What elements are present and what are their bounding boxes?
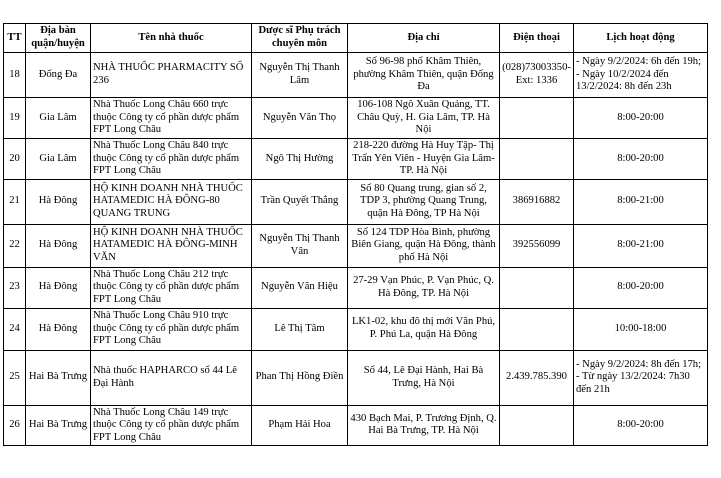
cell-district: Hà Đông [26,224,91,267]
cell-schedule: 8:00-20:00 [574,267,708,308]
header-pharmacist: Dược sĩ Phụ trách chuyên môn [252,24,348,53]
cell-address: Số 80 Quang trung, gian số 2, TDP 3, phường Quang Trung, quận Hà Đông, TP Hà Nội [348,179,500,224]
cell-schedule: 8:00-21:00 [574,179,708,224]
cell-pharmacist: Ngô Thị Hường [252,139,348,180]
header-phone: Điện thoại [500,24,574,53]
cell-name: Nhà Thuốc Long Châu 910 trực thuộc Công ty cổ phần dược phẩm FPT Long Châu [91,308,252,350]
cell-district: Hà Đông [26,308,91,350]
cell-pharmacist: Lê Thị Tâm [252,308,348,350]
cell-name: HỘ KINH DOANH NHÀ THUỐC HATAMEDIC HÀ ĐÔNG-80 QUANG TRUNG [91,179,252,224]
table-row [4,98,708,139]
header-tt: TT [4,24,26,53]
cell-name: HỘ KINH DOANH NHÀ THUỐC HATAMEDIC HÀ ĐÔNG-MINH VĂN [91,224,252,267]
table-row [4,308,708,350]
table-row [4,224,708,267]
cell-district: Gia Lâm [26,98,91,139]
cell-pharmacist: Trần Quyết Thắng [252,179,348,224]
cell-tt: 22 [4,224,26,267]
header-schedule: Lịch hoạt động [574,24,708,53]
header-district: Địa bàn quận/huyện [26,24,91,53]
cell-address: Số 96-98 phố Khâm Thiên, phường Khâm Thiên, quận Đống Đa [348,53,500,98]
cell-name: Nhà Thuốc Long Châu 149 trực thuộc Công ty cổ phần dược phẩm FPT Long Châu [91,405,252,446]
table-row [4,267,708,308]
cell-name: Nhà Thuốc Long Châu 840 trực thuộc Công ty cổ phần dược phẩm FPT Long Châu [91,139,252,180]
cell-name: NHÀ THUỐC PHARMACITY SỐ 236 [91,53,252,98]
cell-pharmacist: Nguyễn Văn Hiệu [252,267,348,308]
cell-address: 106-108 Ngô Xuân Quảng, TT. Châu Quỳ, H. Gia Lâm, TP. Hà Nội [348,98,500,139]
cell-district: Đống Đa [26,53,91,98]
cell-phone: 386916882 [500,179,574,224]
cell-phone: (028)73003350- Ext: 1336 [500,53,574,98]
cell-pharmacist: Nguyễn Thị Thanh Lâm [252,53,348,98]
cell-schedule: 8:00-20:00 [574,139,708,180]
cell-tt: 18 [4,53,26,98]
cell-phone: 392556099 [500,224,574,267]
cell-district: Hà Đông [26,179,91,224]
cell-name: Nhà Thuốc Long Châu 660 trực thuộc Công ty cổ phần dược phẩm FPT Long Châu [91,98,252,139]
cell-phone: 2.439.785.390 [500,350,574,405]
cell-pharmacist: Nguyễn Văn Thọ [252,98,348,139]
header-address: Địa chỉ [348,24,500,53]
cell-phone [500,139,574,180]
cell-phone [500,98,574,139]
cell-name: Nhà Thuốc Long Châu 212 trực thuộc Công ty cổ phần dược phẩm FPT Long Châu [91,267,252,308]
cell-district: Hai Bà Trưng [26,350,91,405]
cell-phone [500,267,574,308]
table-row [4,53,708,98]
cell-name: Nhà thuốc HAPHARCO số 44 Lê Đại Hành [91,350,252,405]
cell-pharmacist: Phạm Hải Hoa [252,405,348,446]
cell-phone [500,308,574,350]
cell-phone [500,405,574,446]
cell-district: Gia Lâm [26,139,91,180]
cell-address: 218-220 đường Hà Huy Tập- Thị Trấn Yên Viên - Huyện Gia Lâm- TP. Hà Nội [348,139,500,180]
cell-tt: 20 [4,139,26,180]
cell-tt: 23 [4,267,26,308]
cell-tt: 19 [4,98,26,139]
cell-district: Hai Bà Trưng [26,405,91,446]
cell-schedule: 8:00-20:00 [574,98,708,139]
cell-tt: 26 [4,405,26,446]
pharmacy-schedule-table [3,23,708,446]
table-row [4,179,708,224]
table-row [4,139,708,180]
cell-schedule: 8:00-21:00 [574,224,708,267]
cell-address: 27-29 Vạn Phúc, P. Vạn Phúc, Q. Hà Đông, TP. Hà Nội [348,267,500,308]
cell-schedule: - Ngày 9/2/2024: 6h đến 19h; - Ngày 10/2/2024 đến 13/2/2024: 8h đến 23h [574,53,708,98]
cell-address: Số 44, Lê Đại Hành, Hai Bà Trưng, Hà Nội [348,350,500,405]
cell-address: Số 124 TDP Hòa Bình, phường Biên Giang, quận Hà Đông, thành phố Hà Nội [348,224,500,267]
cell-address: 430 Bạch Mai, P. Trương Định, Q. Hai Bà Trưng, TP. Hà Nội [348,405,500,446]
table-row [4,405,708,446]
cell-pharmacist: Nguyễn Thị Thanh Vân [252,224,348,267]
cell-address: LK1-02, khu đô thị mới Văn Phú, P. Phú La, quận Hà Đông [348,308,500,350]
cell-tt: 24 [4,308,26,350]
cell-schedule: 10:00-18:00 [574,308,708,350]
table-row [4,350,708,405]
cell-schedule: 8:00-20:00 [574,405,708,446]
cell-district: Hà Đông [26,267,91,308]
cell-tt: 25 [4,350,26,405]
header-name: Tên nhà thuốc [91,24,252,53]
header-row [4,24,708,53]
cell-pharmacist: Phan Thị Hồng Điền [252,350,348,405]
cell-schedule: - Ngày 9/2/2024: 8h đến 17h; - Từ ngày 13/2/2024: 7h30 đến 21h [574,350,708,405]
cell-tt: 21 [4,179,26,224]
